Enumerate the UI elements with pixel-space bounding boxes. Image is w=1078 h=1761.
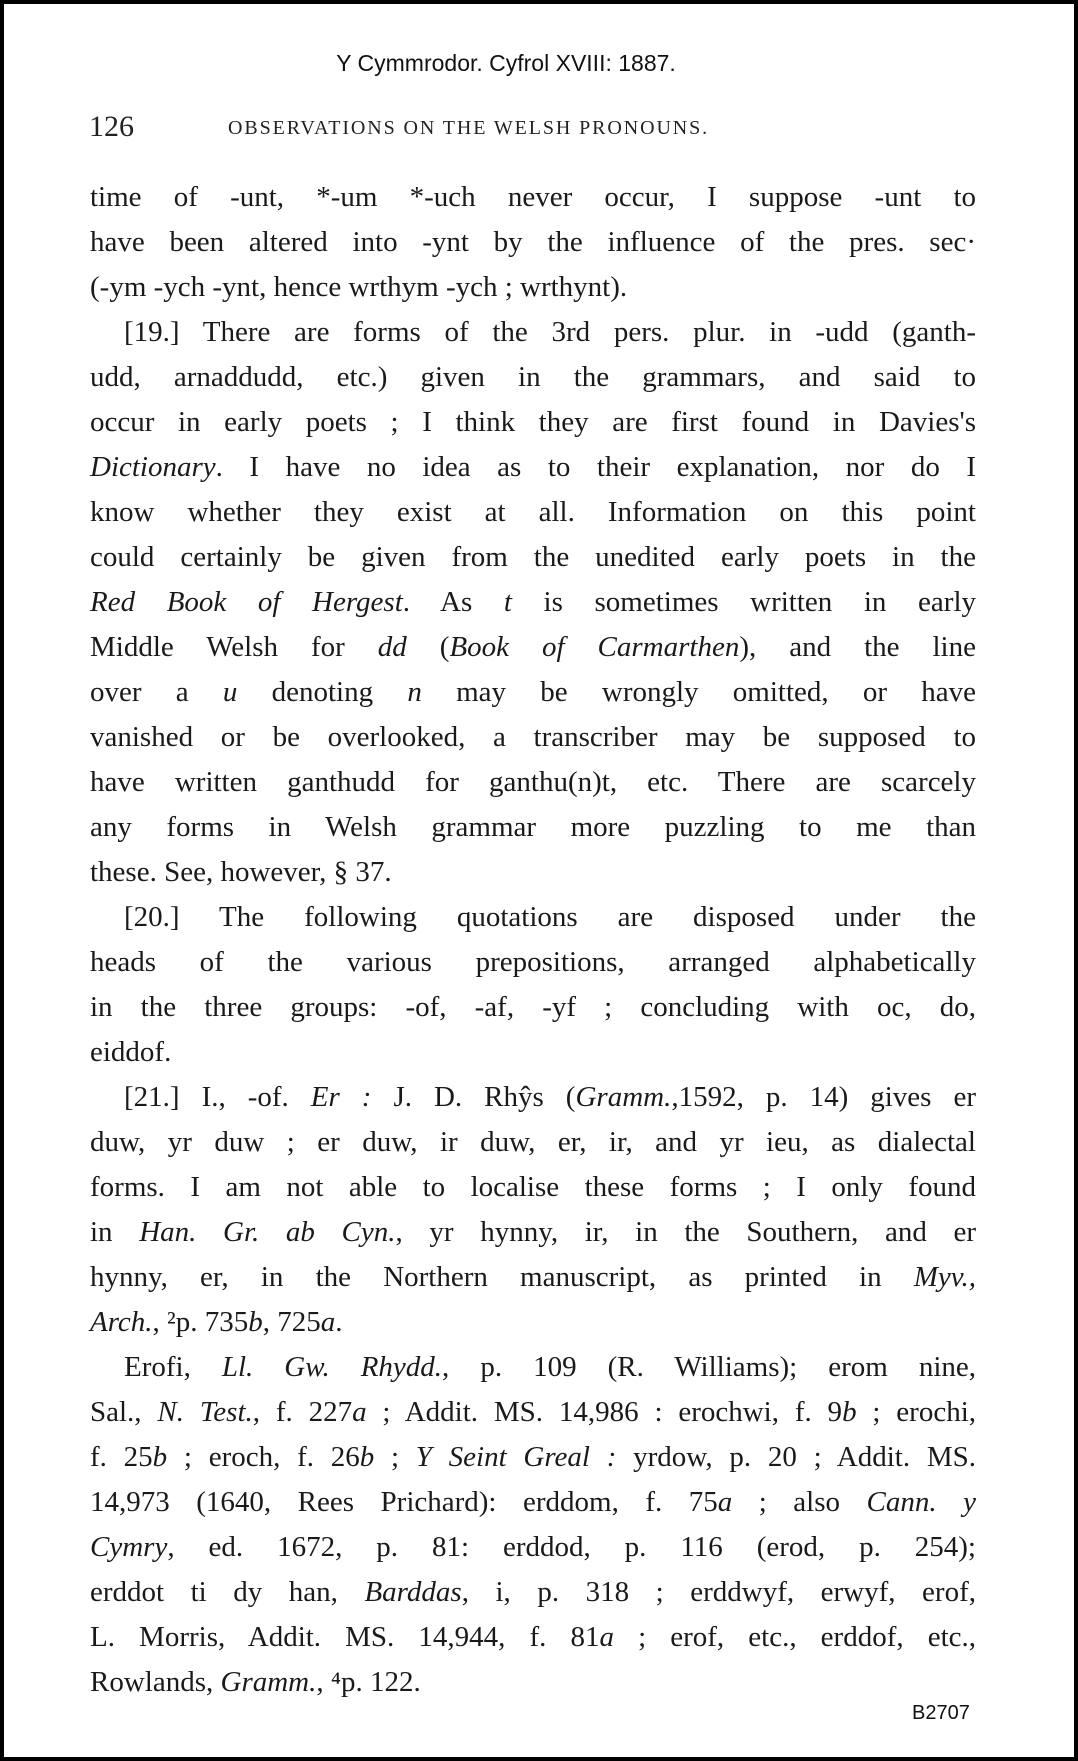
text-segment: ; also [732, 1486, 867, 1518]
text-line [90, 1075, 976, 1120]
text-segment: ; erochi, [856, 1396, 976, 1428]
text-segment: Sal., [90, 1396, 158, 1428]
text-line [90, 490, 976, 535]
text-segment: ; [374, 1441, 416, 1473]
italic-text: b [359, 1441, 375, 1473]
text-segment: any forms in Welsh grammar more puzzling to me than [90, 811, 976, 843]
text-segment: ; eroch, f. 26 [167, 1441, 360, 1473]
italic-text: a [352, 1396, 367, 1428]
italic-text: b [152, 1441, 168, 1473]
text-segment: Erofi, [124, 1351, 222, 1383]
text-segment: 14,973 (1640, Rees Prichard): erddom, f. 75 [90, 1486, 718, 1518]
text-segment: , p. 109 (R. Williams); erom nine, [442, 1351, 976, 1383]
text-line [90, 355, 976, 400]
italic-text: a [599, 1621, 614, 1653]
text-segment: L. Morris, Addit. MS. 14,944, f. 81 [90, 1621, 600, 1653]
text-segment: in [90, 1216, 140, 1248]
text-segment: , i, p. 318 ; erddwyf, erwyf, erof, [461, 1576, 976, 1608]
text-segment: ; Addit. MS. 14,986 : erochwi, f. 9 [366, 1396, 843, 1428]
text-line [90, 940, 976, 985]
text-segment: ; erof, etc., erddof, etc., [614, 1621, 976, 1653]
text-line [90, 400, 976, 445]
document-code: B2707 [912, 1702, 970, 1724]
text-segment: f. 25 [90, 1441, 153, 1473]
text-segment: these. See, however, § 37. [90, 856, 392, 888]
italic-text: a [717, 1486, 733, 1518]
text-segment: J. D. Rhŷs ( [371, 1081, 576, 1113]
text-segment: Rowlands, [90, 1666, 221, 1698]
text-segment: [19.] There are forms of the 3rd pers. plur. in -udd (ganth- [124, 316, 976, 348]
italic-text: Y Seint Greal : [415, 1441, 617, 1473]
italic-text: n [407, 676, 422, 708]
italic-text: Myv., [913, 1261, 976, 1293]
italic-text: Cymry [90, 1531, 168, 1563]
text-line [90, 265, 976, 310]
italic-text: t [503, 586, 512, 618]
text-line [90, 805, 976, 850]
text-segment: know whether they exist at all. Information on this point [90, 496, 976, 528]
text-segment: , ²p. 735 [152, 1306, 249, 1338]
italic-text: Er : [310, 1081, 372, 1113]
text-segment: in the three groups: -of, -af, -yf ; concluding with oc, do, [90, 991, 976, 1023]
text-segment: , ⁴p. 122. [316, 1666, 421, 1698]
italic-text: Dictionary [90, 451, 216, 483]
text-line [90, 1345, 976, 1390]
italic-text: Book of Carmarthen [449, 631, 740, 663]
text-segment: could certainly be given from the unedited early poets in the [90, 541, 976, 573]
text-line [90, 1390, 976, 1435]
text-segment: udd, arnaddudd, etc.) given in the grammars, and said to [90, 361, 976, 393]
italic-text: Red Book of Hergest [90, 586, 403, 618]
italic-text: Cann. y [866, 1486, 976, 1518]
text-segment: [21.] I., -of. [124, 1081, 311, 1113]
text-segment: Middle Welsh for [90, 631, 378, 663]
text-segment: hynny, er, in the Northern manuscript, as printed in [90, 1261, 914, 1293]
text-line [90, 1300, 976, 1345]
text-line [90, 175, 976, 220]
body-text [90, 175, 976, 1705]
italic-text: Ll. Gw. Rhydd. [221, 1351, 443, 1383]
text-line [90, 1525, 976, 1570]
text-line [90, 1570, 976, 1615]
italic-text: b [842, 1396, 857, 1428]
italic-text: Arch. [90, 1306, 153, 1338]
text-line [90, 310, 976, 355]
text-segment: is sometimes written in early [511, 586, 976, 618]
text-segment: erddot ti dy han, [90, 1576, 365, 1608]
text-line [90, 625, 976, 670]
text-line [90, 1165, 976, 1210]
text-segment: . I have no idea as to their explanation, nor do I [215, 451, 976, 483]
text-segment: , ed. 1672, p. 81: erddod, p. 116 (erod, p. 254); [167, 1531, 976, 1563]
italic-text: N. Test. [157, 1396, 253, 1428]
text-segment: . As [402, 586, 504, 618]
text-segment: , f. 227 [252, 1396, 353, 1428]
text-segment: ), and the line [739, 631, 976, 663]
italic-text: b [248, 1306, 263, 1338]
italic-text: Han. Gr. ab Cyn. [139, 1216, 396, 1248]
text-line [90, 1210, 976, 1255]
italic-text: Gramm. [220, 1666, 317, 1698]
text-segment: [20.] The following quotations are disposed under the [124, 901, 976, 933]
text-line [90, 445, 976, 490]
running-head: OBSERVATIONS ON THE WELSH PRONOUNS. [228, 117, 710, 139]
text-line [90, 1480, 976, 1525]
text-segment: , yr hynny, ir, in the Southern, and er [395, 1216, 977, 1248]
text-segment: , 725 [262, 1306, 321, 1338]
text-line [90, 985, 976, 1030]
page-number: 126 [89, 110, 134, 143]
text-line [90, 715, 976, 760]
italic-text: u [222, 676, 238, 708]
text-line [90, 580, 976, 625]
text-segment: have written ganthudd for ganthu(n)t, etc. There are scarcely [90, 766, 976, 798]
text-segment: heads of the various prepositions, arranged alphabetically [90, 946, 976, 978]
text-line [90, 1120, 976, 1165]
italic-text: a [320, 1306, 336, 1338]
text-segment: eiddof. [90, 1036, 172, 1068]
text-line [90, 1435, 976, 1480]
text-line [90, 760, 976, 805]
italic-text: dd [377, 631, 407, 663]
italic-text: Barddas [364, 1576, 462, 1608]
text-line [90, 670, 976, 715]
text-line [90, 220, 976, 265]
text-line [90, 535, 976, 580]
text-segment: occur in early poets ; I think they are first found in Davies's [90, 406, 976, 438]
text-segment: ,1592, p. 14) gives er [671, 1081, 976, 1113]
text-segment: over a [90, 676, 223, 708]
text-segment: . [335, 1306, 343, 1338]
text-segment: have been altered into -ynt by the influence of the pres. sec· [90, 226, 976, 258]
text-segment: yrdow, p. 20 ; Addit. MS. [616, 1441, 976, 1473]
text-segment: vanished or be overlooked, a transcriber may be supposed to [90, 721, 976, 753]
text-line [90, 850, 976, 895]
text-segment: (-ym -ych -ynt, hence wrthym -ych ; wrthynt). [90, 271, 628, 303]
text-segment: forms. I am not able to localise these forms ; I only found [90, 1171, 976, 1203]
text-segment: duw, yr duw ; er duw, ir duw, er, ir, and yr ieu, as dialectal [90, 1126, 976, 1158]
text-line [90, 1660, 976, 1705]
text-line [90, 1030, 976, 1075]
text-line [90, 1615, 976, 1660]
text-segment: may be wrongly omitted, or have [421, 676, 976, 708]
text-segment: ( [406, 631, 450, 663]
journal-header: Y Cymmrodor. Cyfrol XVIII: 1887. [336, 50, 676, 76]
text-line [90, 1255, 976, 1300]
text-line [90, 895, 976, 940]
text-segment: time of -unt, *-um *-uch never occur, I suppose -unt to [90, 181, 976, 213]
italic-text: Gramm. [575, 1081, 672, 1113]
text-segment: denoting [237, 676, 408, 708]
